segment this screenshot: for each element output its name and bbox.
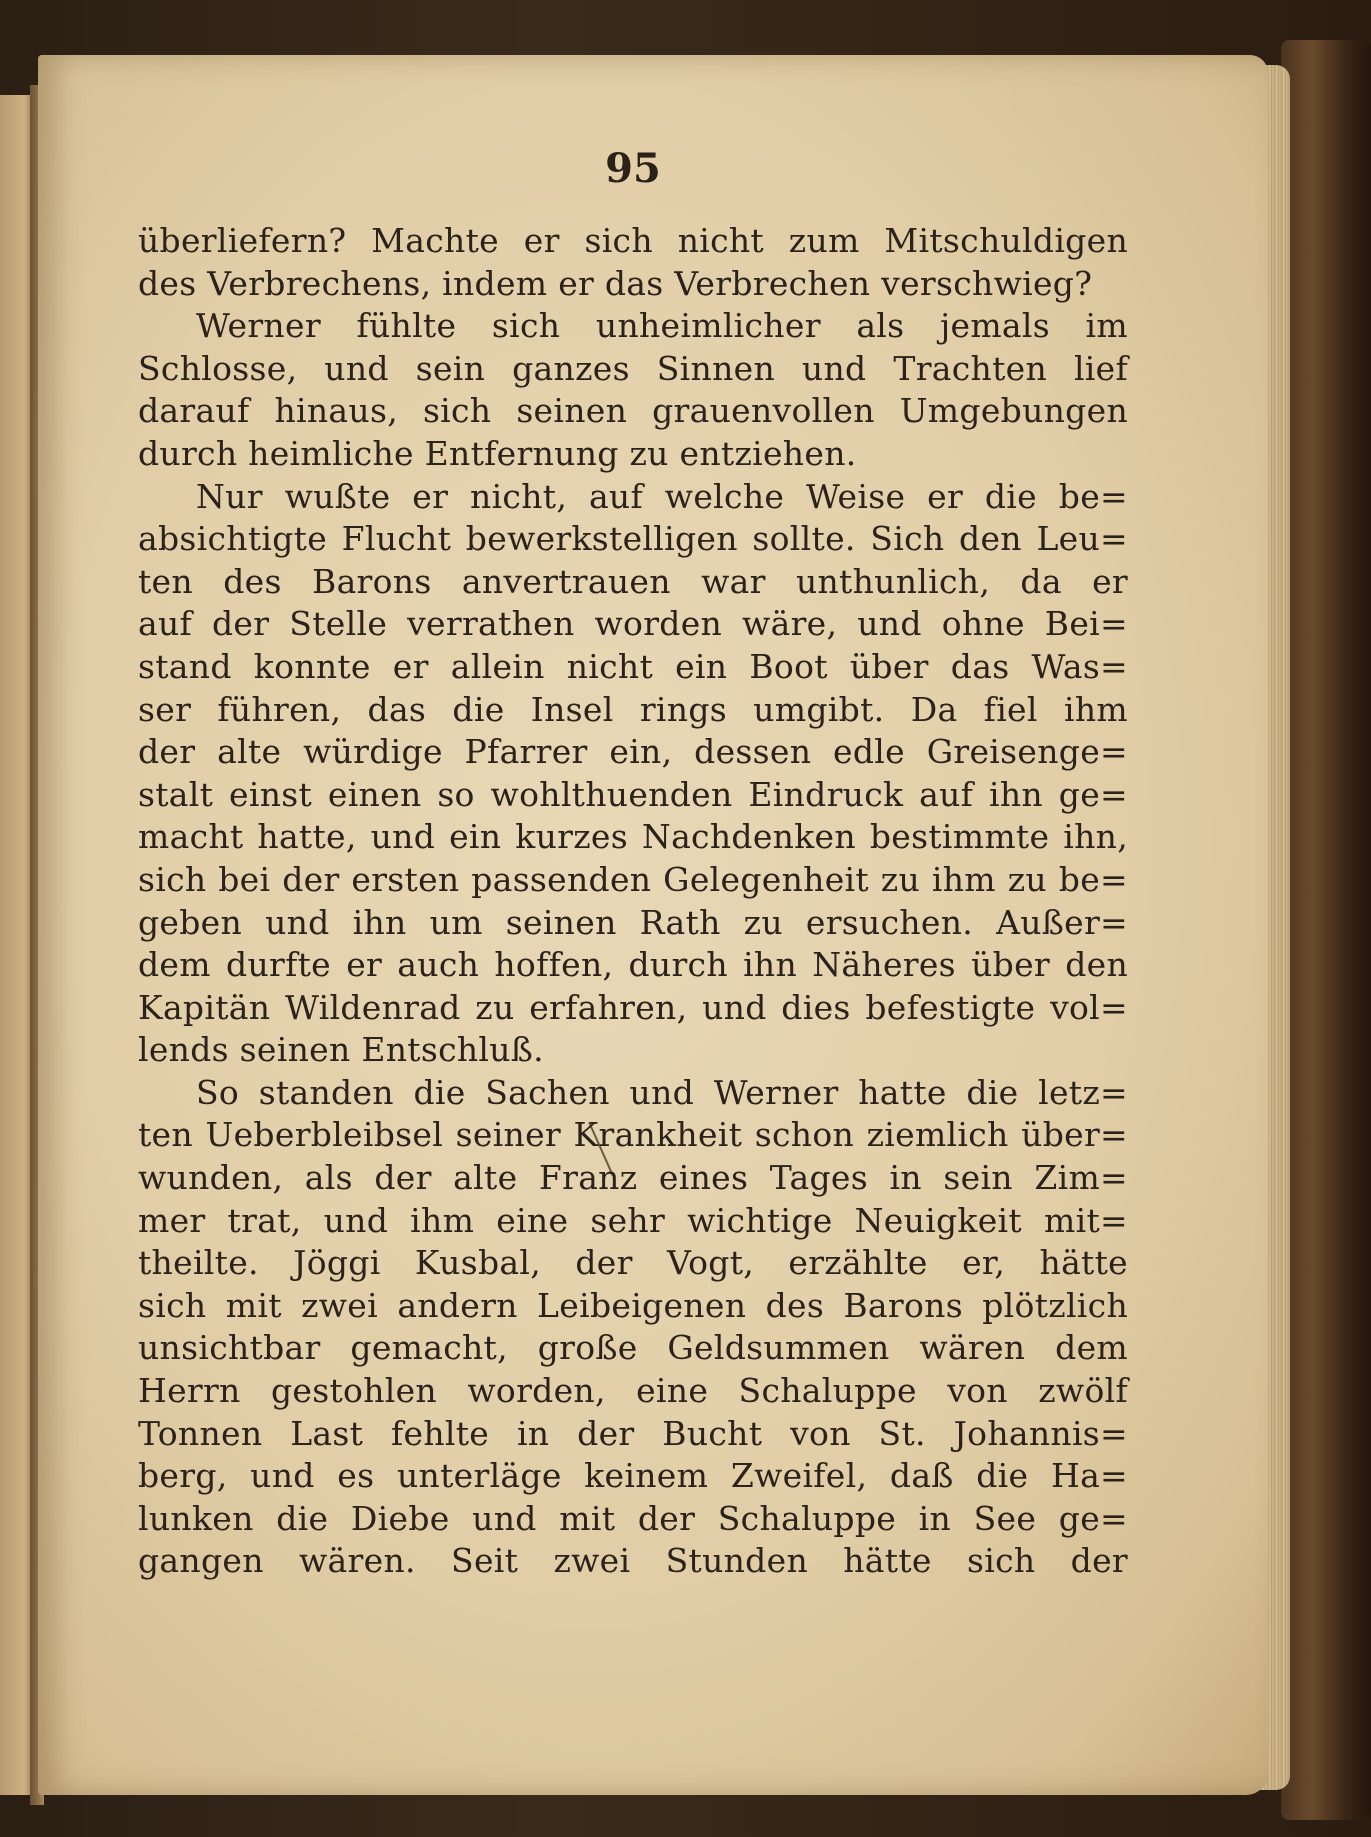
text-line: stalt einst einen so wohlthuenden Eindruck auf ihn ge= xyxy=(138,774,1128,814)
text-line: Kapitän Wildenrad zu erfahren, und dies befestigte vol= xyxy=(138,987,1128,1027)
text-line: der alte würdige Pfarrer ein, dessen edle Greisenge= xyxy=(138,732,1128,772)
text-line: lunken die Diebe und mit der Schaluppe in See ge= xyxy=(138,1498,1128,1538)
text-line: Schlosse, und sein ganzes Sinnen und Trachten lief xyxy=(138,348,1128,388)
text-line: überliefern? Machte er sich nicht zum Mitschuldigen xyxy=(138,221,1128,260)
text-line: lends seinen Entschluß. xyxy=(138,1030,544,1070)
text-line: Tonnen Last fehlte in der Bucht von St. Johannis= xyxy=(138,1413,1128,1453)
text-line: theilte. Jöggi Kusbal, der Vogt, erzählte er, hätte xyxy=(138,1243,1128,1283)
text-line: wunden, als der alte Franz eines Tages in sein Zim= xyxy=(138,1158,1128,1198)
text-line: ser führen, das die Insel rings umgibt. Da fiel ihm xyxy=(138,689,1128,729)
text-line: absichtigte Flucht bewerkstelligen sollte. Sich den Leu= xyxy=(138,519,1128,559)
book-cover-edge xyxy=(1281,40,1371,1820)
text-line: geben und ihn um seinen Rath zu ersuchen. Außer= xyxy=(138,902,1128,942)
body-text xyxy=(138,220,1128,1583)
text-line: stand konnte er allein nicht ein Boot über das Was= xyxy=(138,646,1128,686)
text-line: durch heimliche Entfernung zu entziehen. xyxy=(138,433,857,473)
text-line: unsichtbar gemacht, große Geldsummen wären dem xyxy=(138,1328,1128,1368)
text-line: Werner fühlte sich unheimlicher als jemals im xyxy=(196,306,1128,346)
text-line: sich mit zwei andern Leibeigenen des Barons plötzlich xyxy=(138,1285,1128,1325)
text-line: darauf hinaus, sich seinen grauenvollen Umgebungen xyxy=(138,391,1128,431)
text-line: ten Ueberbleibsel seiner Krankheit schon ziemlich über= xyxy=(138,1115,1128,1155)
text-line: gangen wären. Seit zwei Stunden hätte sich der xyxy=(138,1541,1128,1581)
text-line: des Verbrechens, indem er das Verbrechen verschwieg? xyxy=(138,263,1093,303)
text-line: macht hatte, und ein kurzes Nachdenken bestimmte ihn, xyxy=(138,817,1128,857)
text-line: mer trat, und ihm eine sehr wichtige Neuigkeit mit= xyxy=(138,1200,1128,1240)
book-page xyxy=(38,55,1268,1795)
text-line: sich bei der ersten passenden Gelegenheit zu ihm zu be= xyxy=(138,859,1128,899)
previous-page-edge xyxy=(0,95,34,1795)
text-line: berg, und es unterläge keinem Zweifel, daß die Ha= xyxy=(138,1456,1128,1496)
page-number: 95 xyxy=(605,145,661,192)
text-line: dem durfte er auch hoffen, durch ihn Näheres über den xyxy=(138,945,1128,985)
text-line: Herrn gestohlen worden, eine Schaluppe von zwölf xyxy=(138,1371,1128,1411)
text-line: So standen die Sachen und Werner hatte die letz= xyxy=(196,1072,1128,1112)
text-line: Nur wußte er nicht, auf welche Weise er die be= xyxy=(196,476,1128,516)
text-line: auf der Stelle verrathen worden wäre, und ohne Bei= xyxy=(138,604,1128,644)
text-line: ten des Barons anvertrauen war unthunlich, da er xyxy=(138,561,1128,601)
